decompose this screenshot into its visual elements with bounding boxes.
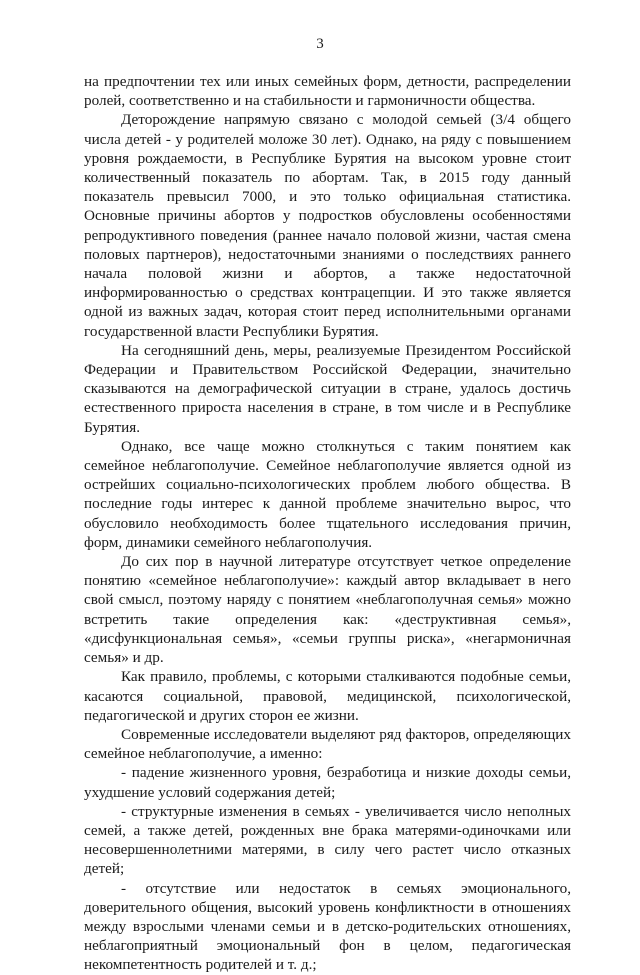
paragraph-problem-areas: Как правило, проблемы, с которыми сталкиваются подобные семьи, касаются социальной, правовой, медицинской, психологической, педагогической и других сторон ее жизни. xyxy=(84,668,571,724)
document-body xyxy=(84,72,571,975)
list-item-structural-changes: - структурные изменения в семьях - увеличивается число неполных семей, а также детей, рожденных вне брака матерями-одиночками или несовершеннолетними матерями, в силу чего растет число отказных детей; xyxy=(84,802,571,878)
list-item-living-standard: - падение жизненного уровня, безработица и низкие доходы семьи, ухудшение условий содержания детей; xyxy=(84,764,571,801)
page-number: 3 xyxy=(316,36,324,52)
paragraph-birth-rate: Деторождение напрямую связано с молодой семьей (3/4 общего числа детей - у родителей моложе 30 лет). Однако, на ряду с повышением уровня рождаемости, в Республике Бурятия на высоком уровне стоит количественный показатель по абортам. Так, в 2015 году данный показатель превысил 7000, и это только официальная статистика. Основные причины абортов у подростков обусловлены особенностями репродуктивного поведения (раннее начало половой жизни, частая смена половых партнеров), недостаточными знаниями о последствиях раннего начала половой жизни и абортов, а также недостаточной информированностью о средствах контрацепции. И это также является одной из важных задач, которая стоит перед исполнительными органами государственной власти Республики Бурятия. xyxy=(84,111,571,340)
paragraph-family-trouble: Однако, все чаще можно столкнуться с таким понятием как семейное неблагополучие. Семейное неблагополучие является одной из острейших социально-психологических проблем любого общества. В последние годы интерес к данной проблеме значительно вырос, что обусловило необходимость более тщательного исследования причин, форм, динамики семейного неблагополучия. xyxy=(84,437,571,551)
list-item-emotional-communication: - отсутствие или недостаток в семьях эмоционального, доверительного общения, высокий уровень конфликтности в отношениях между взрослыми членами семьи и в детско-родительских отношениях, неблагоприятный эмоциональный фон в целом, педагогическая некомпетентность родителей и т. д.; xyxy=(84,879,571,974)
paragraph-government-measures: На сегодняшний день, меры, реализуемые Президентом Российской Федерации и Правительством Российской Федерации, значительно сказываются на демографической ситуации в стране, удалось достичь естественного прироста населения в стране, в том числе и в Республике Бурятия. xyxy=(84,341,571,436)
paragraph-continuation: на предпочтении тех или иных семейных форм, детности, распределении ролей, соответственно и на стабильности и гармоничности общества. xyxy=(84,73,571,110)
paragraph-definitions: До сих пор в научной литературе отсутствует четкое определение понятию «семейное неблагополучие»: каждый автор вкладывает в него свой смысл, поэтому наряду с понятием «неблагополучная семья» можно встретить такие определения как: «деструктивная семья», «дисфункциональная семья», «семьи группы риска», «негармоничная семья» и др. xyxy=(84,553,571,667)
paragraph-factors-intro: Современные исследователи выделяют ряд факторов, определяющих семейное неблагополучие, а именно: xyxy=(84,725,571,763)
